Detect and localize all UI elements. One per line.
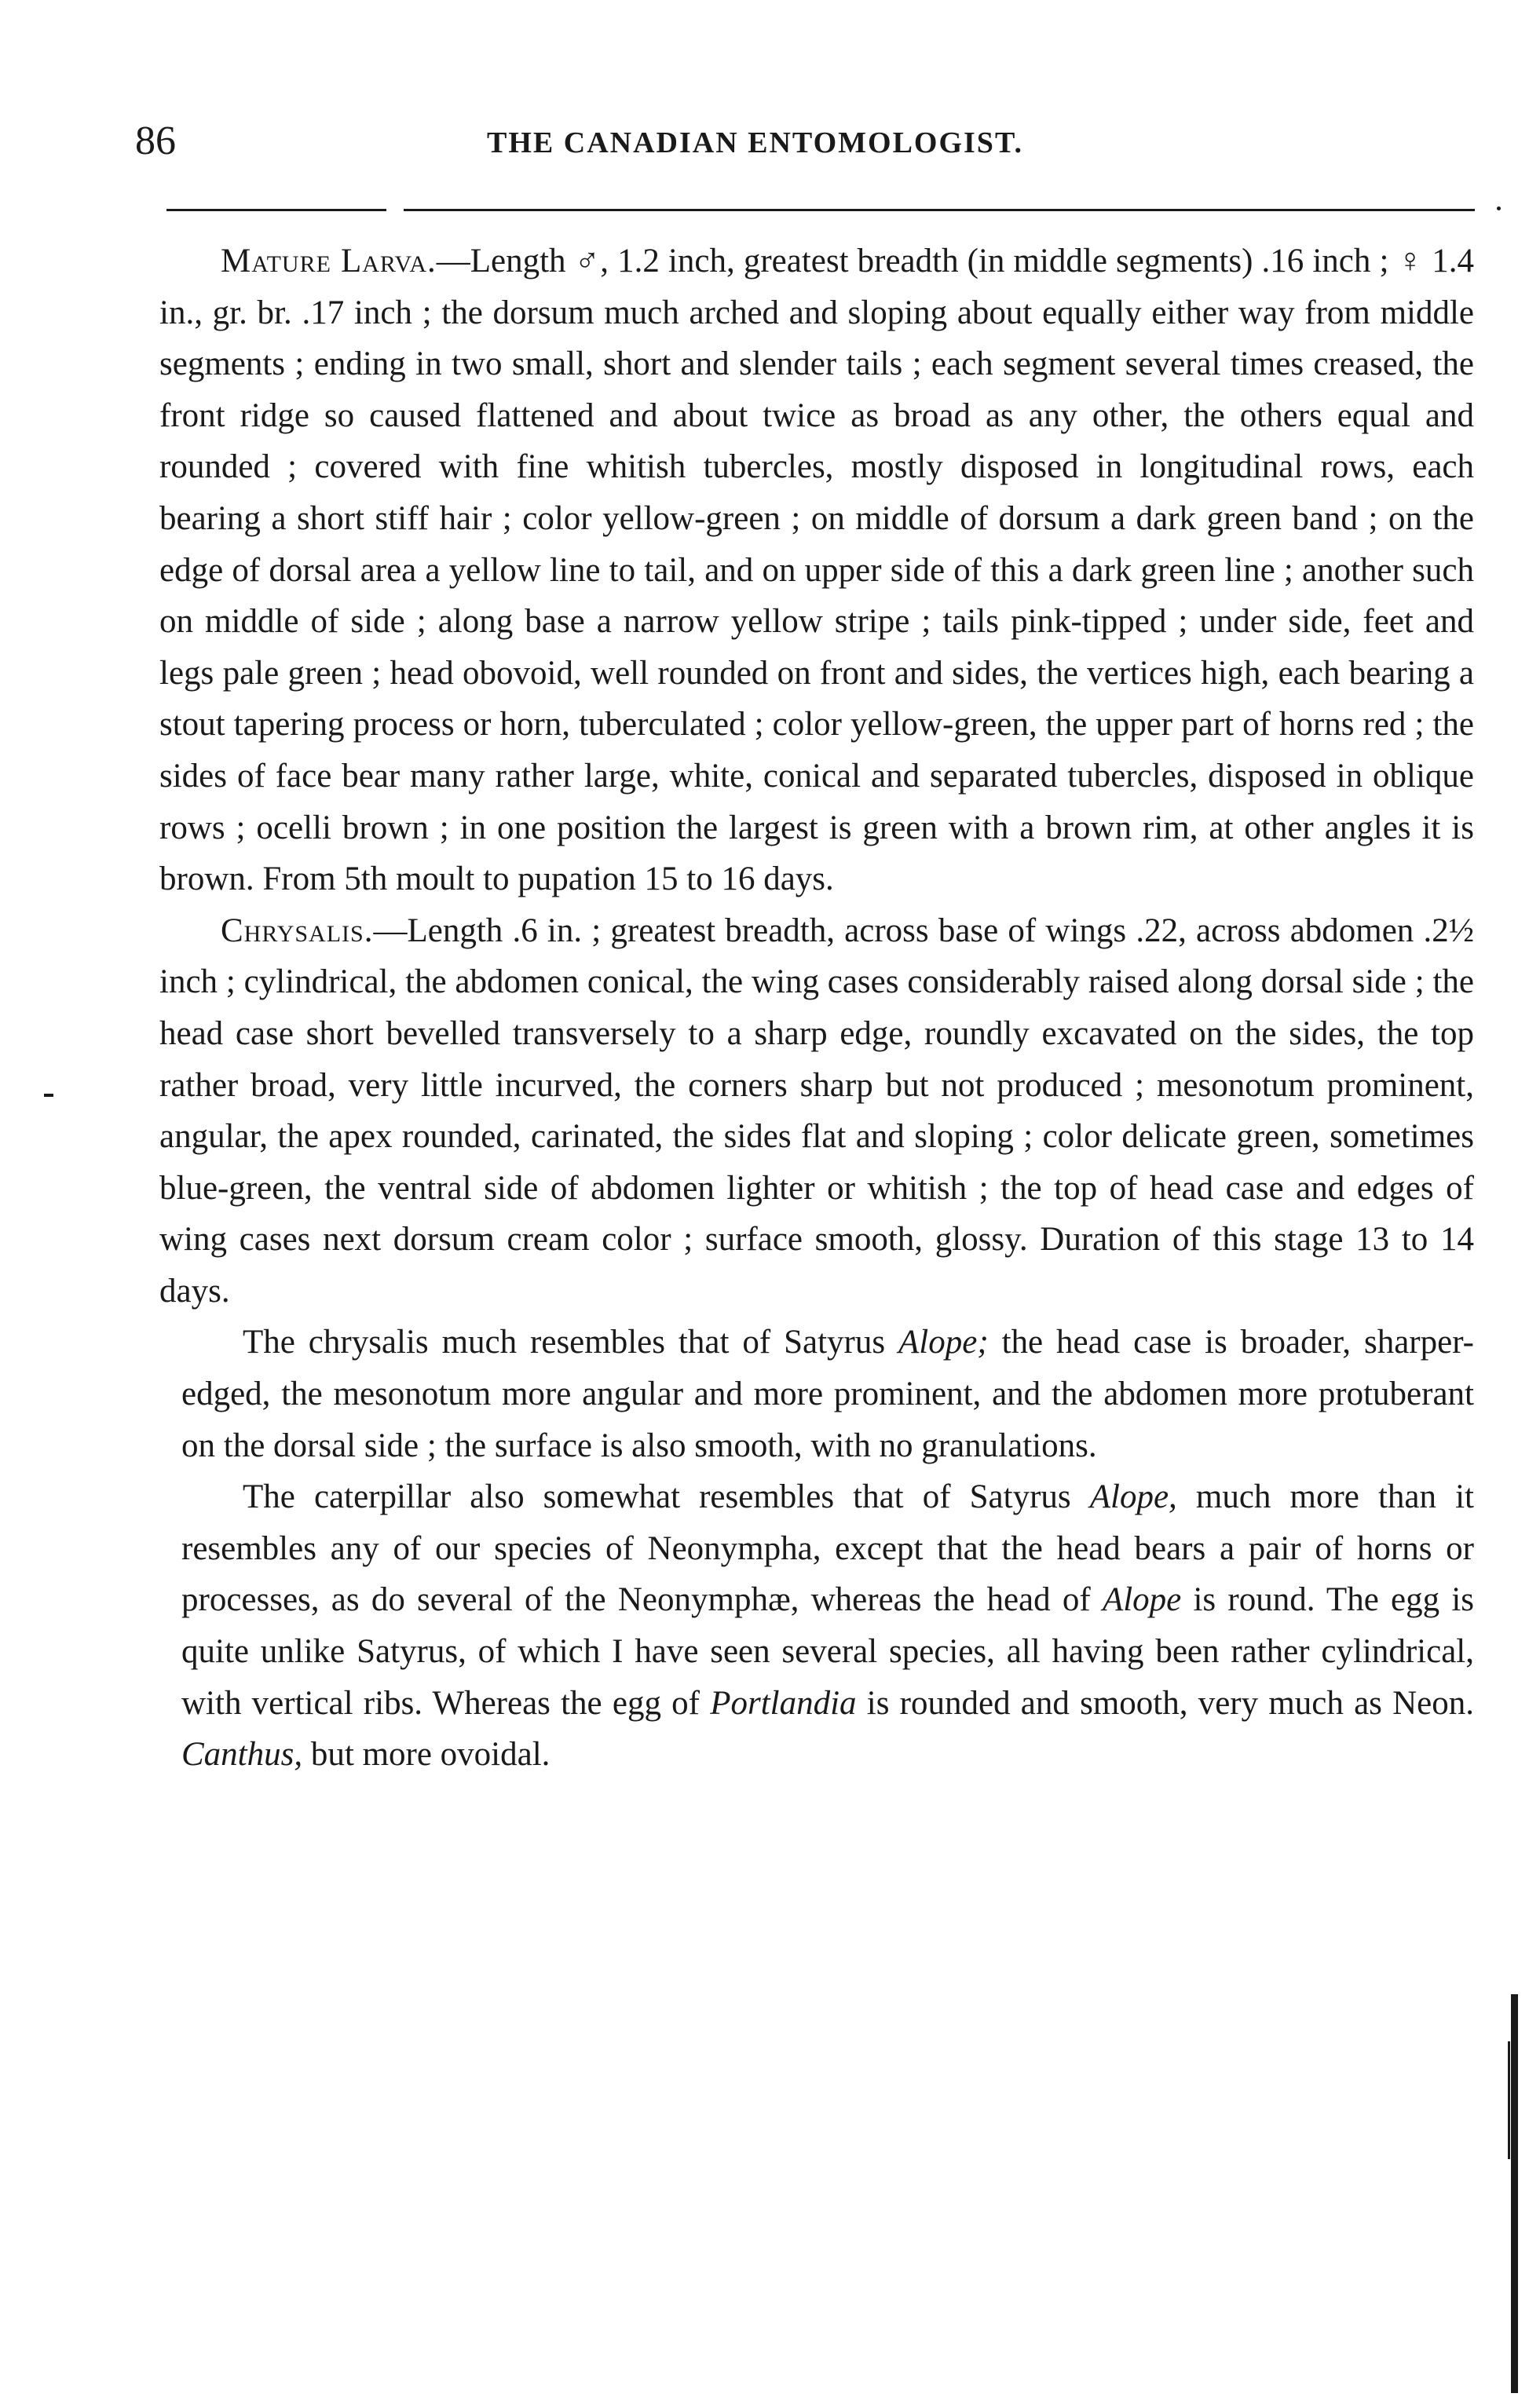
section-label-chrysalis: Chrysalis. (221, 912, 374, 949)
running-head: THE CANADIAN ENTOMOLOGIST. (487, 126, 1023, 159)
caterpillar-italic-canthus: Canthus, (181, 1736, 303, 1774)
header-rule-left (166, 209, 386, 211)
paragraph-chrysalis-comparison (181, 1317, 1474, 1471)
comparison-italic-alope: Alope; (898, 1324, 989, 1361)
margin-bar (1511, 1994, 1518, 2393)
caterpillar-italic-alope: Alope, (1089, 1478, 1177, 1516)
header-rule-dot (1497, 206, 1501, 210)
header-rule-right (404, 209, 1475, 211)
section-label-mature-larva: Mature Larva. (221, 243, 437, 280)
chrysalis-text: —Length .6 in. ; greatest breadth, across base of wings .22, across abdomen .2½ inch ; cylindrical, the abdomen conical, the wing cases considerably raised along dorsal side ; the head case short bevelled transversely to a sharp edge, roundly excavated on the sides, the top rather broad, very little incurved, the corners sharp but not produced ; mesonotum prominent, angular, the apex rounded, carinated, the sides flat and sloping ; color delicate green, sometimes blue-green, the ventral side of abdomen lighter or whitish ; the top of head case and edges of wing cases next dorsum cream color ; surface smooth, glossy. Duration of this stage 13 to 14 days. (159, 912, 1474, 1310)
caterpillar-text-4: is rounded and smooth, very much as Neon. (856, 1684, 1474, 1722)
margin-bar-top (1508, 2041, 1510, 2159)
caterpillar-italic-alope-2: Alope (1102, 1581, 1182, 1619)
caterpillar-text-5: but more ovoidal. (302, 1736, 551, 1774)
comparison-text-2: the head case is broader, sharper-edged, the mesonotum more angular and more prominent, and the abdomen more protuberant on the dorsal side ; the surface is also smooth, with no granulations. (181, 1324, 1474, 1464)
paragraph-caterpillar-comparison (181, 1471, 1474, 1781)
margin-mark (44, 1094, 53, 1097)
caterpillar-text-3: is round. The egg is quite unlike Satyrus, of which I have seen several species, all having been rather cylindrical, with vertical ribs. Whereas the egg of (181, 1581, 1475, 1722)
mature-larva-text: —Length ♂, 1.2 inch, greatest breadth (in middle segments) .16 inch ; ♀ 1.4 in., gr. br. .17 inch ; the dorsum much arched and sloping about equally either way from middle segments ; ending in two small, short and slender tails ; each segment several times creased, the front ridge so caused flattened and about twice as broad as any other, the others equal and rounded ; covered with fine whitish tubercles, mostly disposed in longitudinal rows, each bearing a short stiff hair ; color yellow-green ; on middle of dorsum a dark green band ; on the edge of dorsal area a yellow line to tail, and on upper side of this a dark green line ; another such on middle of side ; along base a narrow yellow stripe ; tails pink-tipped ; under side, feet and legs pale green ; head obovoid, well rounded on front and sides, the vertices high, each bearing a stout tapering process or horn, tuberculated ; color yellow-green, the upper part of horns red ; the sides of face bear many rather large, white, conical and separated tubercles, disposed in oblique rows ; ocelli brown ; in one position the largest is green with a brown rim, at other angles it is brown. From 5th moult to pupation 15 to 16 days. (159, 243, 1474, 898)
paragraph-mature-larva (159, 236, 1474, 905)
caterpillar-text-2: much more than it resembles any of our species of Neonympha, except that the head bears a pair of horns or processes, as do several of the Neonymphæ, whereas the head of (181, 1478, 1474, 1619)
caterpillar-text-1: The caterpillar also somewhat resembles that of Satyrus (243, 1478, 1090, 1516)
body-text (159, 236, 1474, 1781)
paragraph-chrysalis (159, 905, 1474, 1317)
comparison-text-1: The chrysalis much resembles that of Satyrus (243, 1324, 899, 1361)
caterpillar-italic-portlandia: Portlandia (710, 1684, 857, 1722)
page-number: 86 (135, 119, 176, 163)
